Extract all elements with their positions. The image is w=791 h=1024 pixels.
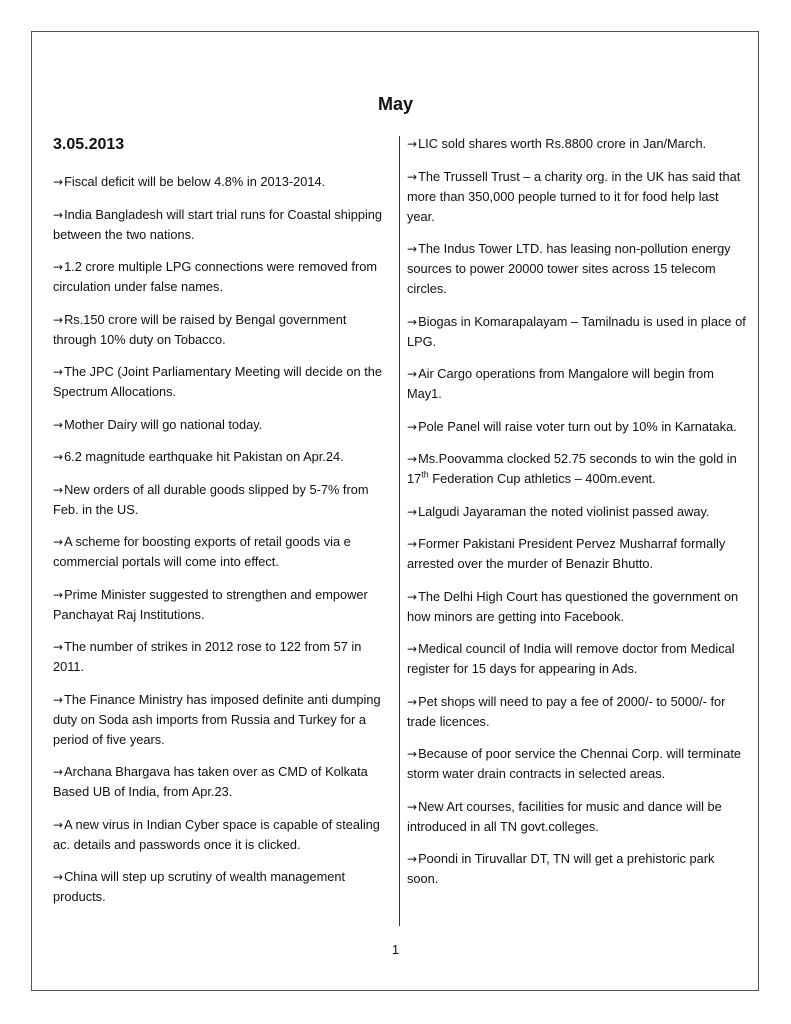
arrow-icon: → (53, 260, 64, 274)
page-number: 1 (391, 942, 400, 957)
news-item (407, 449, 747, 489)
news-item (407, 134, 747, 154)
date-heading: 3.05.2013 (53, 136, 125, 153)
news-item (53, 205, 391, 245)
arrow-icon: → (53, 417, 64, 432)
news-text: Rs.150 crore will be raised by Bengal government through 10% duty on Tobacco. (53, 311, 347, 347)
news-item (53, 585, 391, 625)
arrow-icon: → (407, 367, 418, 381)
news-text: New orders of all durable goods slipped by 5-7% from Feb. in the US. (53, 481, 369, 517)
arrow-icon: → (407, 314, 418, 329)
arrow-icon: → (53, 587, 64, 602)
news-item (407, 639, 747, 679)
news-text: Pet shops will need to pay a fee of 2000/- to 5000/- for trade licences. (407, 693, 726, 729)
news-item (53, 415, 391, 435)
news-text: Biogas in Komarapalayam – Tamilnadu is used in place of LPG. (407, 313, 746, 349)
news-item (407, 239, 747, 299)
arrow-icon: → (53, 692, 64, 707)
left-news-list (53, 172, 391, 920)
arrow-icon: → (407, 419, 418, 434)
news-item (407, 849, 747, 889)
news-text: New Art courses, facilities for music and dance will be introduced in all TN govt.colleges. (407, 798, 722, 834)
arrow-icon: → (53, 365, 64, 379)
news-item (53, 257, 391, 297)
arrow-icon: → (407, 137, 418, 151)
news-text: The Delhi High Court has questioned the government on how minors are getting into Facebook. (407, 588, 739, 624)
news-text: 6.2 magnitude earthquake hit Pakistan on Apr.24. (64, 449, 344, 464)
arrow-icon: → (407, 537, 418, 551)
arrow-icon: → (407, 694, 418, 709)
arrow-icon: → (407, 169, 418, 184)
news-item (407, 312, 747, 352)
news-text: Archana Bhargava has taken over as CMD of Kolkata Based UB of India, from Apr.23. (53, 764, 368, 799)
news-text: Prime Minister suggested to strengthen and empower Panchayat Raj Institutions. (53, 586, 368, 622)
news-text: The Trussell Trust – a charity org. in the UK has said that more than 350,000 people turned to it for food help last year. (407, 168, 741, 224)
news-text: The JPC (Joint Parliamentary Meeting will decide on the Spectrum Allocations. (53, 364, 382, 399)
news-text: Poondi in Tiruvallar DT, TN will get a prehistoric park soon. (407, 851, 715, 886)
news-text: The Indus Tower LTD. has leasing non-pollution energy sources to power 20000 tower sites across 15 telecom circles. (407, 241, 731, 296)
news-item (53, 867, 391, 907)
page-title: May (377, 94, 413, 114)
arrow-icon: → (407, 504, 418, 519)
news-item (407, 744, 747, 784)
news-text: Mother Dairy will go national today. (64, 416, 263, 432)
news-text: Fiscal deficit will be below 4.8% in 2013-2014. (64, 174, 326, 189)
news-item (53, 690, 391, 750)
news-text: The number of strikes in 2012 rose to 122 from 57 in 2011. (53, 639, 362, 674)
arrow-icon: → (53, 207, 64, 222)
news-text: Ms.Poovamma clocked 52.75 seconds to win the gold in 17 (407, 451, 737, 486)
news-item (407, 534, 747, 574)
news-text: A new virus in Indian Cyber space is capable of stealing ac. details and passwords once it is clicked. (53, 816, 380, 852)
arrow-icon: → (53, 817, 64, 832)
arrow-icon: → (407, 852, 418, 866)
news-item (407, 692, 747, 732)
news-item (53, 762, 391, 802)
news-text: China will step up scrutiny of wealth management products. (53, 869, 346, 904)
news-text: 1.2 crore multiple LPG connections were removed from circulation under false names. (53, 259, 378, 294)
news-text: Federation Cup athletics – 400m.event. (428, 471, 656, 486)
news-item (407, 502, 747, 522)
arrow-icon: → (53, 870, 64, 884)
arrow-icon: → (53, 765, 64, 779)
arrow-icon: → (53, 450, 64, 464)
news-text: Because of poor service the Chennai Corp. will terminate storm water drain contracts in selected areas. (407, 746, 741, 781)
news-item (53, 815, 391, 855)
ordinal-suffix: th (421, 469, 429, 480)
arrow-icon: → (407, 242, 418, 256)
news-text: A scheme for boosting exports of retail goods via e commercial portals will come into effect. (53, 534, 351, 569)
arrow-icon: → (407, 589, 418, 604)
news-item (53, 447, 391, 467)
news-text: Medical council of India will remove doctor from Medical register for 15 days for appearing in Ads. (407, 641, 735, 676)
news-text: India Bangladesh will start trial runs for Coastal shipping between the two nations. (53, 206, 383, 242)
arrow-icon: → (53, 482, 64, 497)
news-text: Air Cargo operations from Mangalore will begin from May1. (407, 366, 714, 401)
arrow-icon: → (407, 799, 418, 814)
arrow-icon: → (407, 452, 418, 466)
news-item (407, 797, 747, 837)
news-item (407, 587, 747, 627)
arrow-icon: → (53, 535, 64, 549)
news-text: Lalgudi Jayaraman the noted violinist passed away. (418, 503, 710, 519)
arrow-icon: → (53, 640, 64, 654)
news-text: The Finance Ministry has imposed definite anti dumping duty on Soda ash imports from Russia and Turkey for a period of five years. (53, 691, 381, 747)
news-text: Pole Panel will raise voter turn out by 10% in Karnataka. (418, 418, 737, 434)
arrow-icon: → (53, 175, 64, 189)
arrow-icon: → (407, 642, 418, 656)
news-item (53, 637, 391, 677)
news-text: Former Pakistani President Pervez Musharraf formally arrested over the murder of Benazir Bhutto. (407, 536, 726, 571)
column-divider (399, 136, 400, 926)
news-item (53, 480, 391, 520)
news-item (407, 167, 747, 227)
news-item (53, 310, 391, 350)
news-text: LIC sold shares worth Rs.8800 crore in Jan/March. (418, 136, 707, 151)
news-item (407, 417, 747, 437)
arrow-icon: → (407, 747, 418, 761)
right-news-list (407, 134, 747, 902)
news-item (53, 532, 391, 572)
arrow-icon: → (53, 312, 64, 327)
news-item (407, 364, 747, 404)
news-item (53, 362, 391, 402)
news-item (53, 172, 391, 192)
